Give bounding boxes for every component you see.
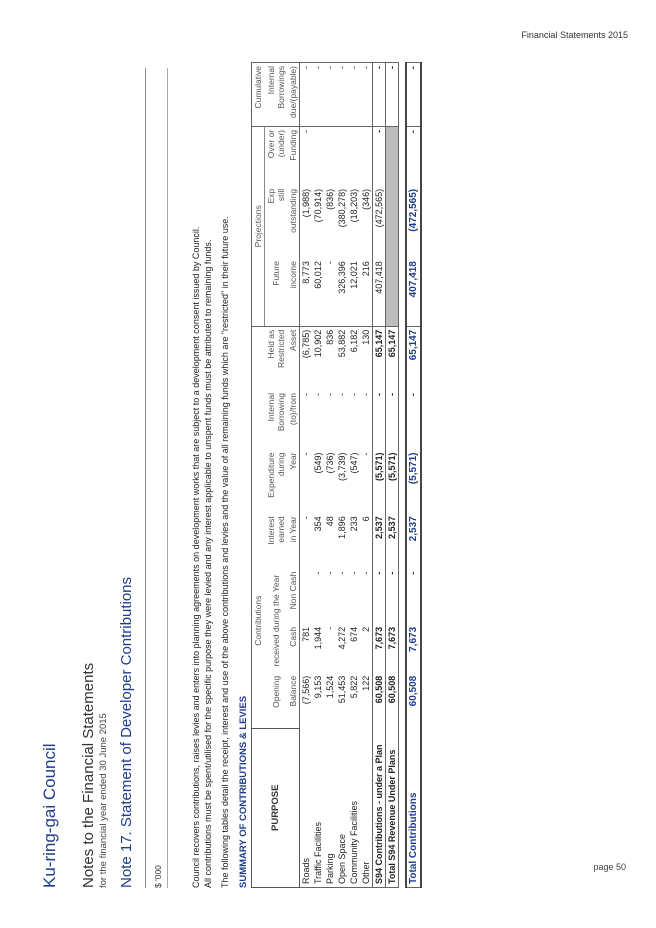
over-under-header: Over or (under) xyxy=(265,126,288,186)
s94-total-row: Total S94 Revenue Under Plans 60,508 7,673 - 2,537 (5,571) - 65,147 - xyxy=(386,63,399,888)
expenditure-header-3: Year xyxy=(287,450,300,514)
contributions-subheader: received during the Year xyxy=(270,574,281,667)
contributions-table xyxy=(251,62,422,888)
intro-paragraph xyxy=(190,58,214,888)
intro-line-2: All contributions must be spent/utilised for the specific purpose they were levied and any interest applicable to unspent funds must be attributed to remaining funds. xyxy=(203,239,213,888)
opening-header-1: Opening xyxy=(270,675,281,708)
table-row: Parking 1,524 - - 48 (736) - 836 - (836) - xyxy=(324,63,336,888)
exp-still-header: Exp still xyxy=(266,188,286,204)
note-title: Note 17. Statement of Developer Contributions xyxy=(118,576,135,888)
shaded-cell xyxy=(386,258,399,326)
units-label: $ '000 xyxy=(153,865,163,888)
interest-header-3: in Year xyxy=(287,513,300,568)
intro-line-1: Council recovers contributions, raises levies and enters into planning agreements on development works that are subject to a development consent issued by Council. xyxy=(191,226,201,888)
document-header: Financial Statements 2015 xyxy=(521,30,628,40)
contributions-rows xyxy=(300,63,422,888)
table-row: Roads (7,566) 781 - - - (6,785) 8,773 (1,988) - - xyxy=(300,63,313,888)
table-row: Open Space 51,453 4,272 - 1,896 (3,739) - 53,882 326,396 (380,278) - xyxy=(336,63,348,888)
shaded-cell xyxy=(386,186,399,258)
s94-plan-row: S94 Contributions - under a Plan 60,508 7,673 - 2,537 (5,571) - 65,147 407,418 (472,565) - - xyxy=(373,63,386,888)
cumulative-header-4: due/(payable) xyxy=(287,63,300,127)
detail-paragraph: The following tables detail the receipt, interest and use of the above contributions and levies and the value of all remaining funds which are "restricted" in their future use. xyxy=(220,216,230,888)
cash-header: Cash xyxy=(287,624,300,673)
interest-header: Interest earned xyxy=(265,516,286,545)
held-header: Held as Restricted xyxy=(265,326,288,390)
divider xyxy=(167,68,168,888)
cumulative-header-1: Cumulative xyxy=(252,63,265,127)
divider xyxy=(145,68,146,888)
cumulative-header-2: Internal Borrowings xyxy=(265,63,288,127)
table-row: Other 122 2 - 6 - - 130 216 (346) - xyxy=(360,63,373,888)
contributions-header: Contributions xyxy=(252,569,265,673)
total-contributions-row: Total Contributions 60,508 7,673 - 2,537 (5,571) - 65,147 407,418 (472,565) - - xyxy=(406,63,421,888)
shaded-cell xyxy=(386,126,399,186)
council-name: Ku-ring-gai Council xyxy=(40,743,59,888)
table-row: Traffic Facilities 9,153 1,944 - 354 (549) - 10,902 60,012 (70,914) - xyxy=(312,63,324,888)
over-under-header-3: Funding xyxy=(287,126,300,186)
page-number: page 50 xyxy=(593,862,626,872)
table-row: Community Facilities 5,822 674 - 233 (547) - 6,182 12,021 (18,203) - xyxy=(348,63,360,888)
notes-subtitle: for the financial year ended 30 June 2015 xyxy=(98,713,109,888)
future-income-header-2: income xyxy=(287,258,300,326)
noncash-header: Non Cash xyxy=(287,569,300,624)
held-header-3: Asset xyxy=(287,326,300,390)
future-income-header-1: Future xyxy=(271,261,281,286)
internal-header-3: (to)/from xyxy=(287,390,300,450)
section-title: SUMMARY OF CONTRIBUTIONS & LEVIES xyxy=(238,695,249,888)
notes-title: Notes to the Financial Statements xyxy=(80,662,97,888)
opening-header-2: Balance xyxy=(287,673,300,728)
expenditure-header: Expenditure during xyxy=(265,452,286,498)
internal-borrowing-header: Internal Borrowing xyxy=(265,392,286,432)
rotated-page-content xyxy=(40,32,630,888)
purpose-header: PURPOSE xyxy=(252,728,300,887)
projections-header: Projections xyxy=(252,126,265,326)
exp-still-header-3: outstanding xyxy=(287,186,300,258)
